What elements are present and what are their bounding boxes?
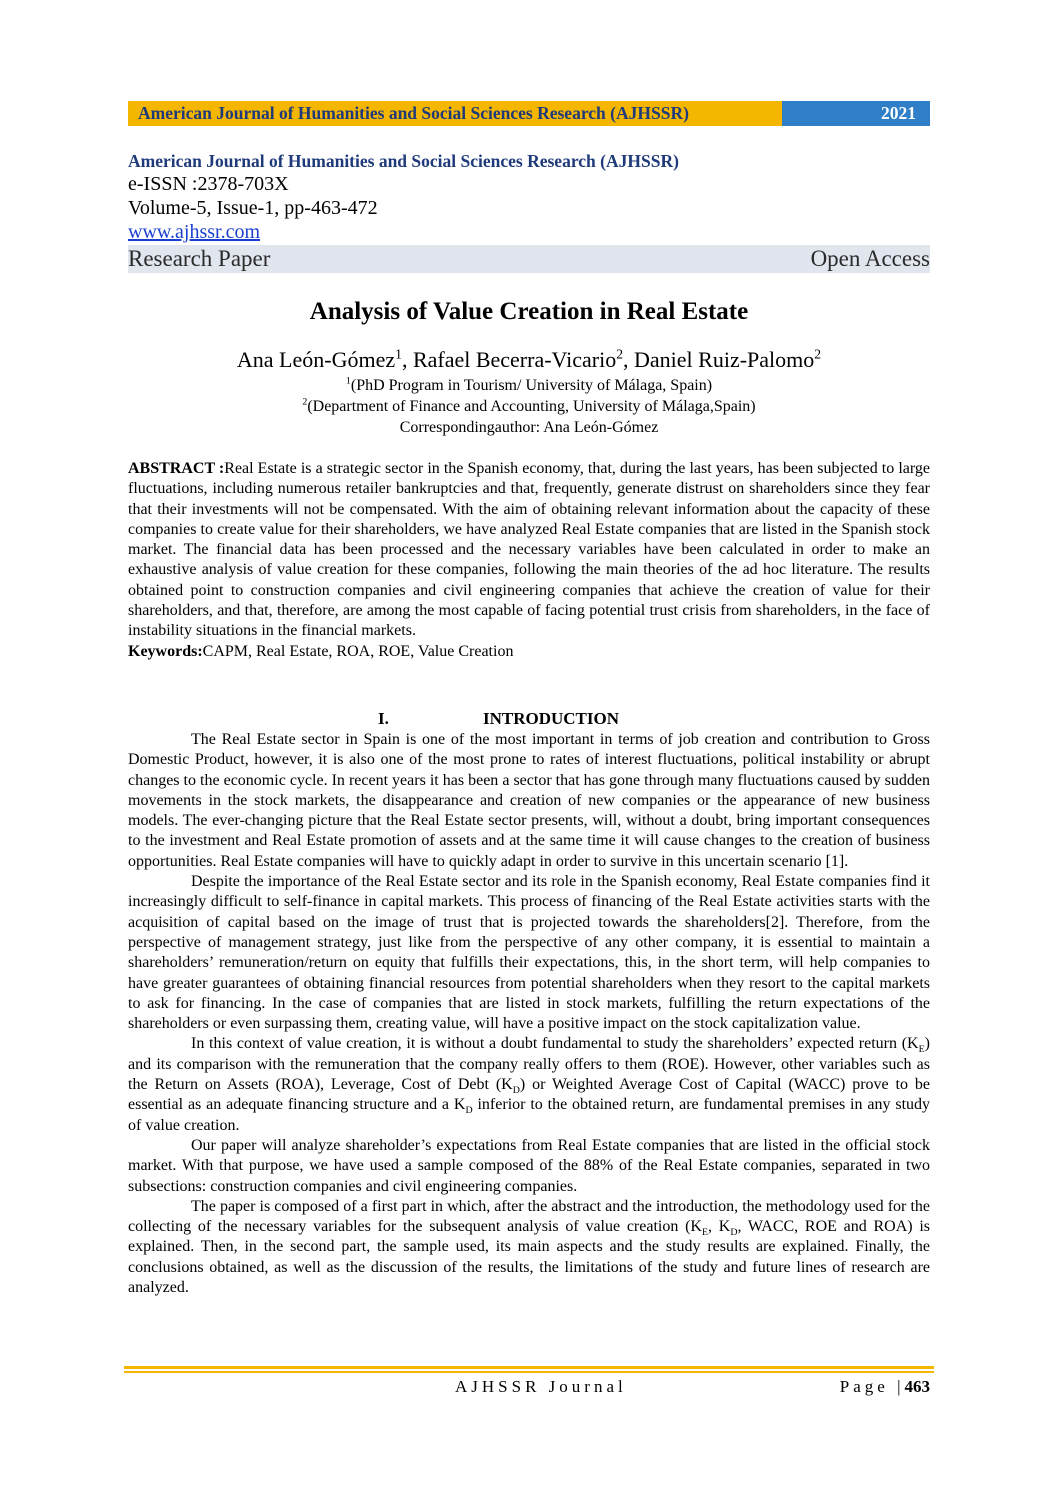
header-year: 2021 [782,101,930,126]
author-affil-mark: 2 [814,346,822,362]
affiliation-1: $^1$(PhD Program in Tourism/ University of Málaga, Spain) [345,375,713,394]
paragraph: Despite the importance of the Real Estate sector and its role in the Spanish economy, Real Estate companies find it increasingly difficult to self-finance in capital markets. This process of financing of the Real Estate activities starts with the acquisition of capital based on the image of trust that is projected towards the shareholders[2]. Therefore, from the perspective of management strategy, just like from the perspective of any other company, it is essential to maintain a shareholders’ remuneration/return on equity that fulfills their expectations, this, in the short term, will help companies to have greater guarantees of obtaining financial resources from potential shareholders when they resort to the capital markets to ask for financing. In the case of companies that are listed in stock markets, fulfilling the return expectations of the shareholders or even surpassing them, creating value, will have a positive impact on the stock capitalization value. [128,873,930,1033]
paper-type: Research Paper [128,246,271,271]
author-name: Ana León-Gómez [236,347,396,372]
access-type: Open Access [810,246,930,271]
section-title: INTRODUCTION [483,709,620,728]
author-name: Rafael Becerra-Vicario [412,347,617,372]
keywords [128,642,930,662]
journal-title: American Journal of Humanities and Social Sciences Research (AJHSSR) [128,151,679,171]
abstract [128,459,930,662]
paper-title: Analysis of Value Creation in Real Estate [309,298,749,325]
section-number: I. [378,709,389,728]
abstract-text: Real Estate is a strategic sector in the Spanish economy, that, during the last years, has been subjected to large fluctuations, including numerous retailer bankruptcies and that, frequently, generate distrust on shareholders since they fear that their investments will not be compensated. With the aim of obtaining relevant information about the capacity of these companies to create value for their shareholders, we have analyzed Real Estate companies that are listed in the Spanish stock market. The financial data has been processed and the necessary variables have been calculated in order to make an exhaustive analysis of value creation for these companies, following the main theories of the ad hoc literature. The results obtained point to construction companies and civil engineering companies that achieve the creation of value for their shareholders, and that, therefore, are among the most capable of facing potential trust crisis from shareholders, in the face of instability situations in the financial markets. [128,460,931,640]
footer-page [840,1376,930,1398]
paragraph: The paper is composed of a first part in which, after the abstract and the introduction, the methodology used for the collecting of the necessary variables for the subsequent analysis of value creation ($K_E$, $K_D$, WACC, ROE and ROA) is explained. Then, in the second part, the sample used, its main aspects and the study results are explained. Finally, the conclusions obtained, as well as the discussion of the results, the limitations of the study and future lines of research are analyzed. [128,1197,930,1297]
journal-issn: e-ISSN :2378-703X [128,173,289,195]
paragraph: The Real Estate sector in Spain is one of the most important in terms of job creation and contribution to Gross Domestic Product, however, it is also one of the most prone to rates of interest fluctuations, political instability or abrupt changes to the economic cycle. In recent years it has been a sector that has gone through many fluctuations caused by sudden movements in the stock markets, the disappearance and creation of new companies or the appearance of new business models. The ever-changing picture that the Real Estate sector presents, will, without a doubt, bring important consequences to the investment and Real Estate promotion of assets and at the same time it will cause changes to the creation of business opportunities. Real Estate companies will have to quickly adapt in order to survive in this uncertain scenario [1]. [128,731,930,870]
keywords-text: CAPM, Real Estate, ROA, ROE, Value Creation [202,642,514,660]
journal-volume: Volume-5, Issue-1, pp-463-472 [128,197,378,219]
header-journal-name: American Journal of Humanities and Social Sciences Research (AJHSSR) [128,101,782,126]
corresponding-author: Correspondingauthor: Ana León-Gómez [399,419,659,436]
footer-journal: AJHSSR Journal [455,1377,627,1396]
introduction-body [128,730,930,1298]
paper-type-bar [128,245,930,273]
author-affil-mark: 1 [395,346,402,362]
author-list: Ana León-Gómez$^1$, Rafael Becerra-Vicario$^2$, Daniel Ruiz-Palomo$^2$ [236,346,822,372]
affiliation-2: $^2$(Department of Finance and Accounting, University of Málaga,Spain) [302,396,756,415]
footer-rule [124,1366,934,1369]
abstract-label: ABSTRACT : [128,460,225,477]
journal-info [128,150,930,273]
running-header [128,101,930,126]
paragraph: Our paper will analyze shareholder’s expectations from Real Estate companies that are listed in the official stock market. With that purpose, we have used a sample composed of the 88% of the Real Estate companies, separated in two subsections: construction companies and civil engineering companies. [128,1136,930,1195]
paragraph: In this context of value creation, it is without a doubt fundamental to study the shareholders’ expected return $(K_E)$ and its comparison with the remuneration that the company really offers to them (ROE). However, other variables such as the Return on Assets (ROA), Leverage, Cost of Debt $(K_D)$ or Weighted Average Cost of Capital (WACC) prove to be essential as an adequate financing structure and a $K_D$ inferior to the obtained return, are fundamental premises in any study of value creation. [128,1035,931,1134]
journal-website-link[interactable]: www.ajhssr.com [128,221,261,243]
author-affil-mark: 2 [616,346,624,362]
page-label: Page | [839,1377,905,1396]
author-name: Daniel Ruiz-Palomo [634,347,815,372]
keywords-label: Keywords: [128,642,203,660]
footer-rule [124,1371,934,1373]
page-number: 463 [904,1377,930,1396]
